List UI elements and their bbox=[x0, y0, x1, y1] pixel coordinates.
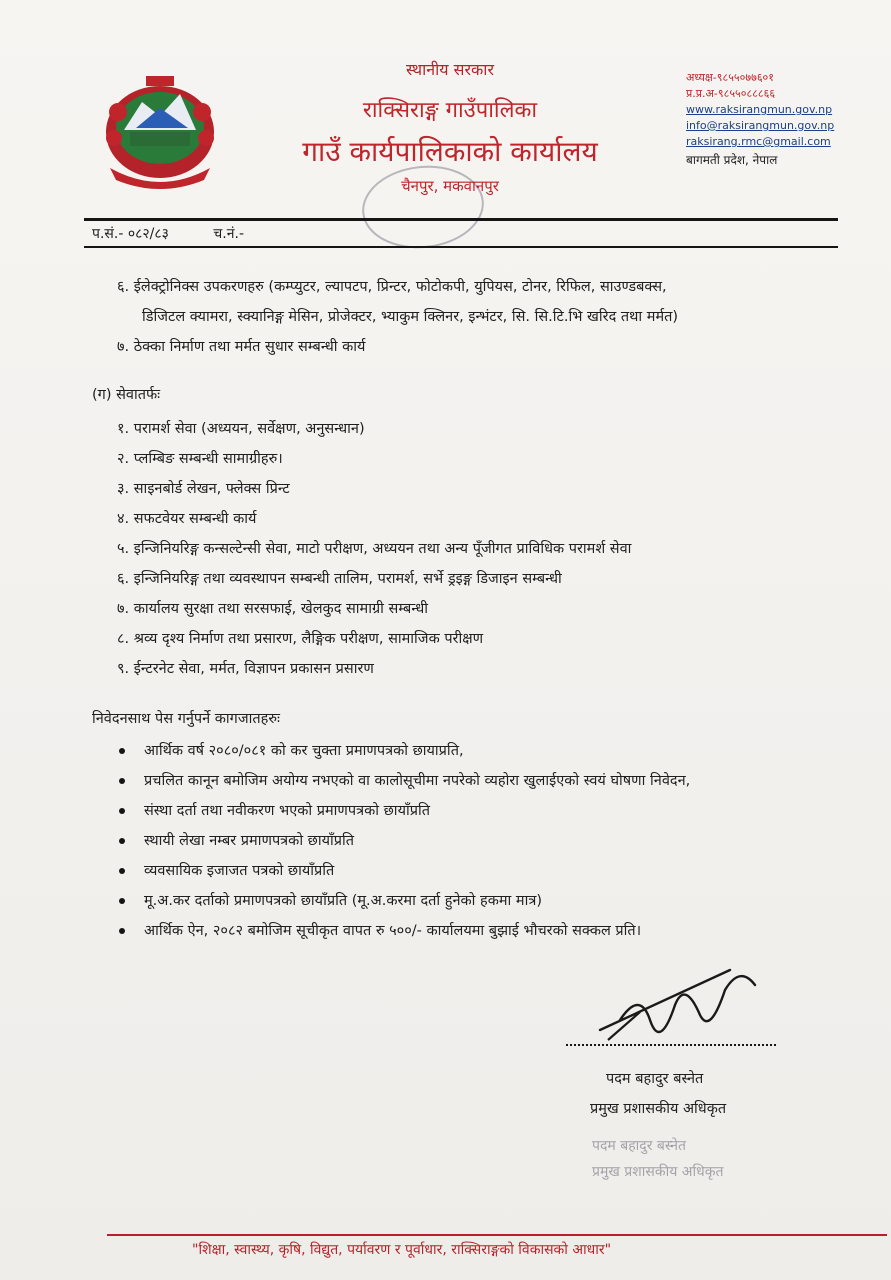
signatory-title-stamp: प्रमुख प्रशासकीय अधिकृत bbox=[592, 1164, 724, 1180]
document-item: मू.अ.कर दर्ताको प्रमाणपत्रको छायाँप्रति (मू.अ.करमा दर्ता हुनेको हकमा मात्र) bbox=[144, 893, 542, 909]
service-item: ५. इन्जिनियरिङ्ग कन्सल्टेन्सी सेवा, माटो परीक्षण, अध्ययन तथा अन्य पूँजीगत प्राविधिक परामर्श सेवा bbox=[117, 541, 632, 557]
header-divider-thick bbox=[84, 218, 838, 221]
email-link-info[interactable]: info@raksirangmun.gov.np bbox=[686, 119, 835, 132]
signature-line bbox=[566, 1044, 776, 1046]
service-item: १. परामर्श सेवा (अध्ययन, सर्वेक्षण, अनुसन्धान) bbox=[117, 421, 365, 437]
document-item: संस्था दर्ता तथा नवीकरण भएको प्रमाणपत्रको छायाँप्रति bbox=[144, 803, 430, 819]
office-location: चैनपुर, मकवानपुर bbox=[401, 177, 499, 195]
document-item: स्थायी लेखा नम्बर प्रमाणपत्रको छायाँप्रति bbox=[144, 833, 355, 849]
signatory-name: पदम बहादुर बस्नेत bbox=[606, 1071, 704, 1087]
contact-block bbox=[686, 70, 876, 168]
service-item: ९. ईन्टरनेट सेवा, मर्मत, विज्ञापन प्रकासन प्रसारण bbox=[117, 661, 374, 677]
footer-divider bbox=[107, 1234, 887, 1236]
email-link-gmail[interactable]: raksirang.rmc@gmail.com bbox=[686, 135, 831, 148]
header-divider-thin bbox=[84, 246, 838, 248]
goods-item-7: ७. ठेक्का निर्माण तथा मर्मत सुधार सम्बन्धी कार्य bbox=[117, 339, 366, 355]
reference-line bbox=[92, 224, 284, 243]
document-item: प्रचलित कानून बमोजिम अयोग्य नभएको वा कालोसूचीमा नपरेको व्यहोरा खुलाईएको स्वयं घोषणा निवेदन, bbox=[144, 773, 691, 789]
province-label: बागमती प्रदेश, नेपाल bbox=[686, 153, 778, 167]
bullet-icon bbox=[119, 778, 125, 784]
service-item: २. प्लम्बिङ सम्बन्धी सामाग्रीहरु। bbox=[117, 451, 283, 467]
footer-slogan: "शिक्षा, स्वास्थ्य, कृषि, विद्युत, पर्यावरण र पूर्वाधार, राक्सिराङ्गको विकासको आधार" bbox=[192, 1242, 612, 1258]
document-item: व्यवसायिक इजाजत पत्रको छायाँप्रति bbox=[144, 863, 335, 879]
bullet-icon bbox=[119, 838, 125, 844]
bullet-icon bbox=[119, 748, 125, 754]
signatory-title: प्रमुख प्रशासकीय अधिकृत bbox=[590, 1101, 727, 1117]
service-item: ४. सफटवेयर सम्बन्धी कार्य bbox=[117, 511, 257, 527]
service-item: ३. साइनबोर्ड लेखन, फ्लेक्स प्रिन्ट bbox=[117, 481, 290, 497]
nepal-emblem-icon bbox=[96, 72, 224, 190]
dispatch-number: च.नं.- bbox=[213, 226, 245, 242]
bullet-icon bbox=[119, 898, 125, 904]
service-item: ८. श्रव्य दृश्य निर्माण तथा प्रसारण, लैङ्गिक परीक्षण, सामाजिक परीक्षण bbox=[117, 631, 484, 647]
document-item: आर्थिक वर्ष २०८०/०८१ को कर चुक्ता प्रमाणपत्रको छायाप्रति, bbox=[144, 743, 464, 759]
phone-chairperson: अध्यक्ष-९८५५०७७६०१ bbox=[686, 71, 774, 84]
service-item: ६. इन्जिनियरिङ्ग तथा व्यवस्थापन सम्बन्धी तालिम, परामर्श, सर्भे ड्रइङ्ग डिजाइन सम्बन्धी bbox=[117, 571, 562, 587]
service-item: ७. कार्यालय सुरक्षा तथा सरसफाई, खेलकुद सामाग्री सम्बन्धी bbox=[117, 601, 429, 617]
bullet-icon bbox=[119, 928, 125, 934]
signatory-name-stamp: पदम बहादुर बस्नेत bbox=[592, 1138, 686, 1154]
municipality-name: राक्सिराङ्ग गाउँपालिका bbox=[362, 98, 538, 123]
office-name: गाउँ कार्यपालिकाको कार्यालय bbox=[302, 135, 598, 168]
bullet-icon bbox=[119, 808, 125, 814]
documents-heading: निवेदनसाथ पेस गर्नुपर्ने कागजातहरुः bbox=[92, 711, 280, 727]
letter-number: प.सं.- ०८२/८३ bbox=[92, 226, 169, 242]
bullet-icon bbox=[119, 868, 125, 874]
local-government-label: स्थानीय सरकार bbox=[406, 60, 494, 79]
document-item: आर्थिक ऐन, २०८२ बमोजिम सूचीकृत वापत रु ५००/- कार्यालयमा बुझाई भौचरको सक्कल प्रति। bbox=[144, 923, 642, 939]
goods-item-6: ६. ईलेक्ट्रोनिक्स उपकरणहरु (कम्प्युटर, ल्यापटप, प्रिन्टर, फोटोकपी, युपियस, टोनर, रिफिल, साउण्डबक्स, bbox=[117, 279, 667, 295]
phone-cao: प्र.प्र.अ-९८५५०८८८६६ bbox=[686, 87, 776, 100]
website-link[interactable]: www.raksirangmun.gov.np bbox=[686, 103, 833, 116]
goods-item-6-continued: डिजिटल क्यामरा, स्क्यानिङ्ग मेसिन, प्रोजेक्टर, भ्याकुम क्लिनर, इन्भंटर, सि. सि.टि.भि खरिद तथा मर्मत) bbox=[142, 309, 679, 325]
services-heading: (ग) सेवातर्फः bbox=[92, 387, 161, 403]
